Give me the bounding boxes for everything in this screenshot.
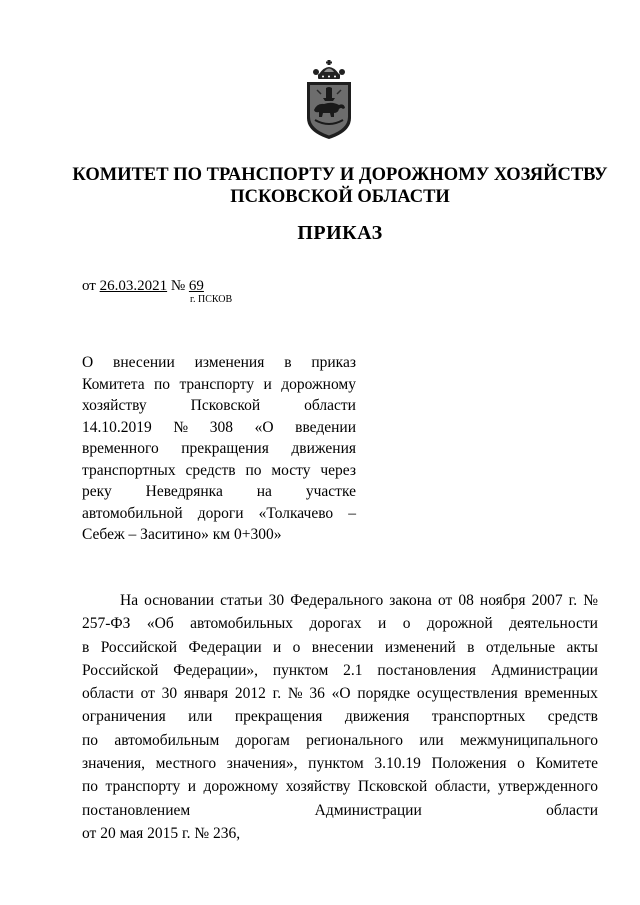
text-word: постановлением	[82, 801, 191, 819]
text-word: «Об	[146, 615, 174, 633]
text-word: 30	[161, 685, 178, 703]
body-line	[82, 822, 598, 845]
text-word: №	[583, 592, 598, 609]
body-line	[82, 775, 598, 798]
order-date: 26.03.2021	[99, 278, 168, 294]
text-word: 2.1	[343, 661, 363, 679]
text-word: На	[120, 592, 139, 609]
text-word: хозяйству	[82, 397, 147, 414]
text-word: автомобильным	[114, 731, 220, 749]
text-word: дорогам	[235, 731, 290, 749]
text-word: утвержденного	[498, 778, 598, 796]
text-word: Администрации	[314, 801, 422, 819]
text-word: дорожной	[426, 615, 493, 633]
order-date-number	[82, 277, 204, 295]
text-word: дорожному	[281, 375, 356, 393]
text-word: транспорту	[179, 375, 255, 393]
text-word: акты	[566, 638, 598, 656]
text-word: о	[517, 755, 525, 773]
text-word: января	[183, 685, 229, 703]
text-word: г.	[568, 592, 578, 609]
organization-title-line: ПСКОВСКОЙ ОБЛАСТИ	[230, 187, 450, 207]
body-line	[82, 705, 598, 728]
text-word: 2012	[234, 685, 266, 703]
text-word: Администрации	[490, 661, 598, 679]
text-word: пунктом	[308, 755, 364, 773]
text-word: дорогах	[309, 615, 362, 633]
text-word: от	[437, 592, 453, 609]
subject-line	[82, 503, 356, 525]
subject-line	[82, 524, 356, 546]
text-word: 3.10.19	[374, 755, 421, 773]
text-word: прекращения	[181, 440, 269, 457]
text-word: г.	[272, 685, 282, 703]
body-line	[82, 659, 598, 682]
text-word: №	[287, 685, 303, 703]
text-word: основании	[144, 592, 215, 609]
text-word: по	[82, 731, 99, 749]
text-word: порядке	[357, 685, 411, 703]
text-word: изменения	[194, 354, 265, 371]
text-word: области	[546, 801, 598, 819]
text-word: автомобильной	[82, 504, 183, 522]
text-word: Российской	[82, 661, 159, 679]
text-word: Себеж – Заситино» км 0+300»	[82, 526, 282, 543]
text-word: Федерации	[188, 638, 262, 656]
text-word: реку	[82, 483, 112, 500]
text-word: о	[402, 615, 411, 633]
text-word: временного	[82, 440, 159, 457]
text-word: 2007	[531, 592, 563, 609]
text-word: о	[292, 638, 301, 656]
text-word: транспортных	[431, 708, 526, 726]
text-word: участке	[305, 483, 356, 500]
text-word: в	[82, 638, 90, 656]
subject-line	[82, 417, 356, 439]
text-word: транспортных	[82, 461, 176, 479]
text-word: значения»,	[226, 755, 298, 773]
text-word: Неведрянка	[145, 483, 223, 500]
text-word: и	[187, 778, 196, 796]
text-word: средств	[185, 461, 236, 479]
text-word: области	[304, 397, 356, 414]
text-word: «Толкачево	[258, 504, 334, 522]
text-word: деятельности	[509, 615, 598, 633]
text-word: в	[467, 638, 475, 656]
text-word: закона	[389, 592, 432, 609]
text-word: и	[273, 638, 282, 656]
subject-line	[82, 481, 356, 503]
text-word: Положения	[431, 755, 507, 773]
organization-title-line: КОМИТЕТ ПО ТРАНСПОРТУ И ДОРОЖНОМУ ХОЗЯЙСТВУ	[72, 165, 608, 185]
text-word: через	[320, 461, 356, 479]
text-word: временных	[524, 685, 598, 703]
text-word: и	[378, 615, 387, 633]
text-word: осуществления	[416, 685, 518, 703]
order-body-paragraph	[82, 589, 598, 845]
text-word: приказ	[311, 354, 356, 371]
text-word: или	[188, 708, 213, 726]
order-number: 69	[188, 278, 204, 294]
date-prefix: от	[82, 278, 96, 294]
subject-line	[82, 352, 356, 374]
organization-title	[60, 164, 620, 208]
text-word: «О	[331, 685, 351, 703]
text-word: внесении	[311, 638, 374, 656]
text-word: межмуниципального	[459, 731, 598, 749]
text-word: по	[82, 778, 99, 796]
text-word: от 20 мая 2015 г. № 236,	[82, 824, 241, 842]
body-line	[82, 682, 598, 705]
subject-line	[82, 438, 356, 460]
body-line	[82, 799, 598, 822]
text-word: транспорту	[105, 778, 181, 796]
number-prefix: №	[170, 278, 186, 294]
text-word: –	[348, 504, 356, 522]
text-word: регионального	[306, 731, 403, 749]
text-word: 257-ФЗ	[82, 615, 131, 633]
text-word: дороги	[197, 504, 244, 522]
text-word: в	[284, 354, 292, 371]
text-word: по	[154, 375, 171, 393]
body-line	[82, 752, 598, 775]
text-word: 308	[209, 418, 233, 436]
text-word: отдельные	[485, 638, 556, 656]
subject-line	[82, 460, 356, 482]
text-word: статьи	[220, 592, 263, 609]
text-word: движения	[291, 440, 356, 457]
text-word: или	[419, 731, 444, 749]
text-word: и	[263, 375, 272, 393]
text-word: мосту	[271, 461, 311, 479]
text-word: значения,	[82, 755, 145, 773]
text-word: области,	[434, 778, 491, 796]
text-word: автомобильных	[190, 615, 293, 633]
text-word: Комитета	[82, 375, 145, 393]
subject-line	[82, 395, 356, 417]
body-line	[82, 612, 598, 635]
text-word: Псковской	[357, 778, 428, 796]
subject-line	[82, 374, 356, 396]
text-word: Псковской	[190, 397, 261, 414]
text-word: 08	[458, 592, 474, 609]
text-word: от	[140, 685, 155, 703]
text-word: введении	[295, 418, 356, 436]
text-word: области	[82, 685, 134, 703]
text-word: 14.10.2019	[82, 418, 152, 436]
text-word: местного	[155, 755, 217, 773]
text-word: №	[173, 418, 189, 436]
text-word: ограничения	[82, 708, 166, 726]
body-line	[82, 729, 598, 752]
text-word: пунктом	[272, 661, 329, 679]
text-word: Федерации»,	[173, 661, 259, 679]
text-word: Российской	[100, 638, 178, 656]
text-word: хозяйству	[285, 778, 351, 796]
text-word: средств	[547, 708, 598, 726]
text-word: внесении	[113, 354, 175, 371]
text-word: О	[82, 354, 94, 371]
text-word: движения	[344, 708, 410, 726]
text-word: на	[256, 483, 272, 500]
text-word: прекращения	[234, 708, 323, 726]
text-word: «О	[254, 418, 274, 436]
text-word: постановления	[377, 661, 476, 679]
text-word: дорожному	[203, 778, 279, 796]
issue-city: г. ПСКОВ	[190, 294, 233, 305]
text-word: Федерального	[290, 592, 384, 609]
text-word: ноября	[479, 592, 526, 609]
order-subject	[82, 352, 356, 546]
body-line	[82, 589, 598, 612]
document-type-heading: ПРИКАЗ	[297, 222, 383, 244]
text-word: 36	[309, 685, 325, 703]
text-word: по	[245, 461, 262, 479]
text-word: 30	[268, 592, 285, 609]
text-word: Комитете	[535, 755, 598, 773]
body-line	[82, 636, 598, 659]
coat-of-arms-icon	[299, 60, 359, 140]
text-word: изменений	[384, 638, 456, 656]
